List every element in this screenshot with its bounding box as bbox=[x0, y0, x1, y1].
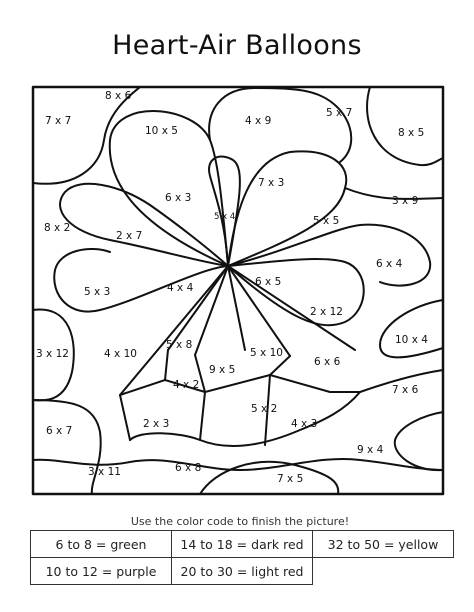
problem-label: 8 x 5 bbox=[398, 127, 425, 139]
problem-label: 5 x 7 bbox=[326, 107, 353, 119]
color-key-cell: 14 to 18 = dark red bbox=[172, 531, 313, 558]
problem-label: 5 x 10 bbox=[250, 347, 283, 359]
problem-label: 9 x 5 bbox=[209, 364, 236, 376]
problem-label: 9 x 4 bbox=[357, 444, 384, 456]
worksheet-title: Heart-Air Balloons bbox=[112, 30, 362, 61]
problem-label: 3 x 12 bbox=[36, 348, 69, 360]
color-key bbox=[30, 530, 454, 585]
problem-label: 3 x 9 bbox=[392, 195, 419, 207]
problem-label: 7 x 5 bbox=[277, 473, 304, 485]
problem-label: 10 x 4 bbox=[395, 334, 428, 346]
problem-label: 6 x 6 bbox=[314, 356, 341, 368]
problem-label: 5 x 5 bbox=[313, 215, 340, 227]
problem-label: 3 x 11 bbox=[88, 466, 121, 478]
color-key-cell: 10 to 12 = purple bbox=[31, 558, 172, 585]
problem-label: 4 x 9 bbox=[245, 115, 272, 127]
problem-label: 7 x 3 bbox=[258, 177, 285, 189]
problem-label: 7 x 7 bbox=[45, 115, 72, 127]
color-key-row bbox=[31, 531, 454, 558]
problem-label: 5 x 2 bbox=[251, 403, 278, 415]
problem-label: 5 x 3 bbox=[84, 286, 111, 298]
problem-label: 10 x 5 bbox=[145, 125, 178, 137]
problem-label: 5 x 4 bbox=[214, 212, 236, 222]
problem-label: 8 x 2 bbox=[44, 222, 71, 234]
problem-label: 4 x 3 bbox=[291, 418, 318, 430]
problem-label: 4 x 2 bbox=[173, 379, 200, 391]
problem-label: 4 x 4 bbox=[167, 282, 194, 294]
problem-label: 4 x 10 bbox=[104, 348, 137, 360]
color-key-empty bbox=[313, 558, 454, 585]
problem-label: 6 x 7 bbox=[46, 425, 73, 437]
color-key-row bbox=[31, 558, 454, 585]
problem-label: 2 x 7 bbox=[116, 230, 143, 242]
problem-label: 6 x 5 bbox=[255, 276, 282, 288]
problem-label: 5 x 8 bbox=[166, 339, 193, 351]
problem-label: 7 x 6 bbox=[392, 384, 419, 396]
problem-label: 6 x 8 bbox=[175, 462, 202, 474]
color-key-cell: 32 to 50 = yellow bbox=[313, 531, 454, 558]
instructions: Use the color code to finish the picture! bbox=[130, 515, 350, 528]
problem-label: 2 x 3 bbox=[143, 418, 170, 430]
problem-label: 6 x 3 bbox=[165, 192, 192, 204]
problem-label: 8 x 6 bbox=[105, 90, 132, 102]
problem-label: 6 x 4 bbox=[376, 258, 403, 270]
color-key-cell: 6 to 8 = green bbox=[31, 531, 172, 558]
problem-label: 2 x 12 bbox=[310, 306, 343, 318]
color-key-cell: 20 to 30 = light red bbox=[172, 558, 313, 585]
